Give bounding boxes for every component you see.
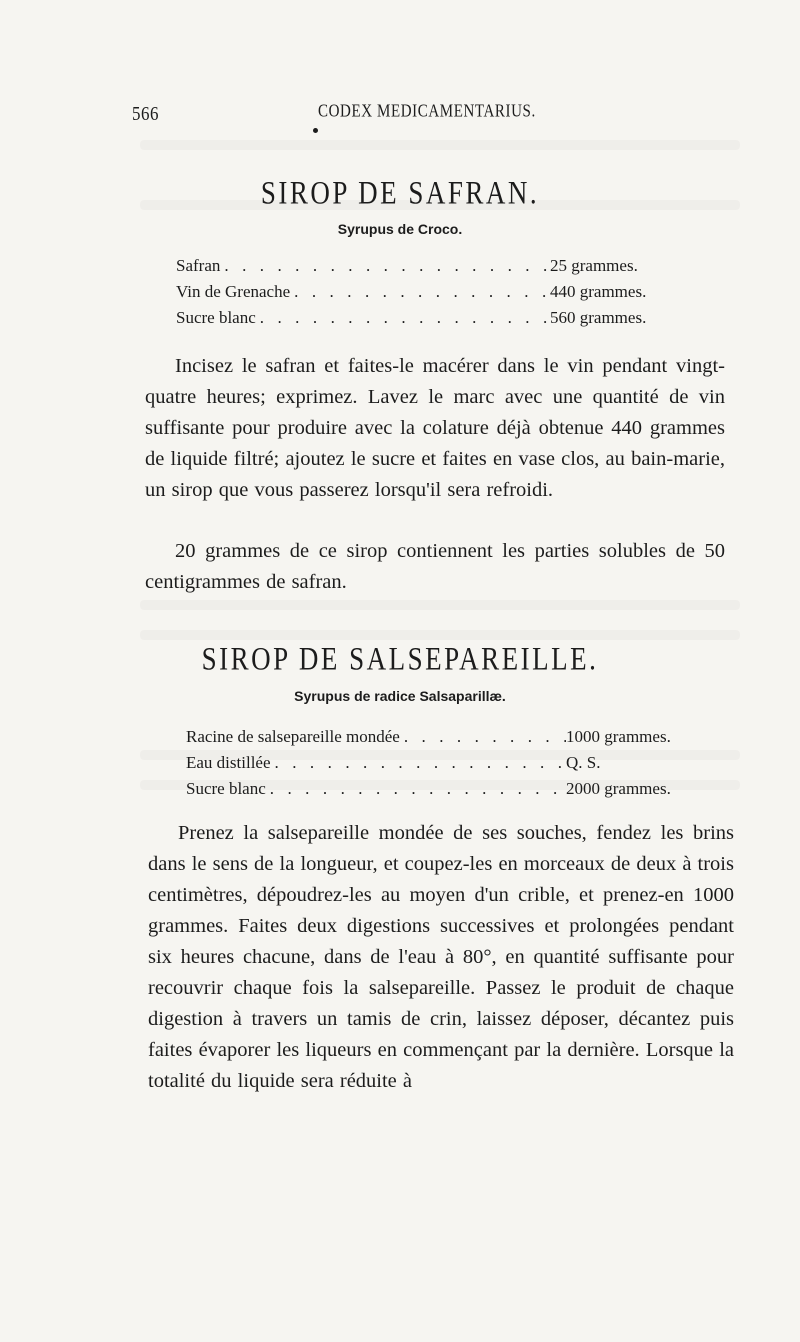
ingredient-name: Sucre blanc bbox=[186, 779, 266, 798]
body-paragraph: Prenez la salsepareille mondée de ses souches, fendez les brins dans le sens de la longueur, et coupez-les en morceaux de deux à trois centimètres, dépoudrez-les au moyen d'un crible, et prenez-en 1000 grammes. Faites deux digestions successives et prolongées pendant six heures chacune, dans de l'eau à 80°, en quantité suffisante pour recouvrir chaque fois la salsepareille. Passez le produit de chaque digestion à travers un tamis de crin, laissez déposer, décantez puis faites évaporer les liqueurs en commençant par la dernière. Lorsque la totalité du liquide sera réduite à bbox=[148, 822, 734, 1092]
dot-leader bbox=[290, 282, 550, 302]
bleed-through-line bbox=[140, 140, 740, 150]
ingredient-list bbox=[186, 727, 716, 805]
section-subtitle: Syrupus de Croco. bbox=[337, 221, 463, 237]
ingredient-quantity: Q. S. bbox=[566, 753, 601, 772]
ingredient-quantity: 560 grammes. bbox=[550, 308, 647, 327]
section-subtitle: Syrupus de radice Salsaparillæ. bbox=[294, 688, 506, 704]
ingredient-row bbox=[176, 256, 700, 282]
bleed-through-line bbox=[140, 600, 740, 610]
ingredient-name: Sucre blanc bbox=[176, 308, 256, 327]
ingredient-name: Racine de salsepareille mondée bbox=[186, 727, 400, 746]
ingredient-name: Safran bbox=[176, 256, 221, 275]
section-title: SIROP DE SALSEPAREILLE. bbox=[201, 640, 599, 677]
ingredient-name: Eau distillée bbox=[186, 753, 271, 772]
running-head: CODEX MEDICAMENTARIUS. bbox=[318, 102, 536, 122]
body-paragraph: Incisez le safran et faites-le macérer dans le vin pendant vingt-quatre heures; exprimez. Lavez le marc avec une quantité de vin suffisante pour produire avec la colature déjà obtenue 440 grammes de liquide filtré; ajoutez le sucre et faites en vase clos, au bain-marie, un sirop que vous passerez lorsqu'il sera refroidi. bbox=[145, 355, 725, 501]
ingredient-name: Vin de Grenache bbox=[176, 282, 291, 301]
dot-leader bbox=[256, 308, 550, 328]
dot-leader bbox=[271, 753, 566, 773]
dot-leader bbox=[400, 727, 566, 747]
page-header bbox=[0, 104, 800, 128]
ingredient-row bbox=[186, 727, 716, 753]
dot-leader bbox=[266, 779, 566, 799]
ingredient-row bbox=[186, 779, 716, 805]
ingredient-row bbox=[186, 753, 716, 779]
ingredient-row bbox=[176, 308, 700, 334]
section-title: SIROP DE SAFRAN. bbox=[260, 174, 540, 211]
bleed-through-line bbox=[140, 630, 740, 640]
dot-leader bbox=[220, 256, 550, 276]
ingredient-quantity: 25 grammes. bbox=[550, 256, 638, 275]
header-ornament-dot bbox=[313, 128, 318, 133]
ingredient-row bbox=[176, 282, 700, 308]
page-number: 566 bbox=[132, 102, 159, 125]
ingredient-quantity: 440 grammes. bbox=[550, 282, 647, 301]
ingredient-quantity: 2000 grammes. bbox=[566, 779, 671, 798]
ingredient-quantity: 1000 grammes. bbox=[566, 727, 671, 746]
ingredient-list bbox=[176, 256, 700, 334]
body-paragraph: 20 grammes de ce sirop contiennent les parties solubles de 50 centigrammes de safran. bbox=[145, 540, 725, 593]
